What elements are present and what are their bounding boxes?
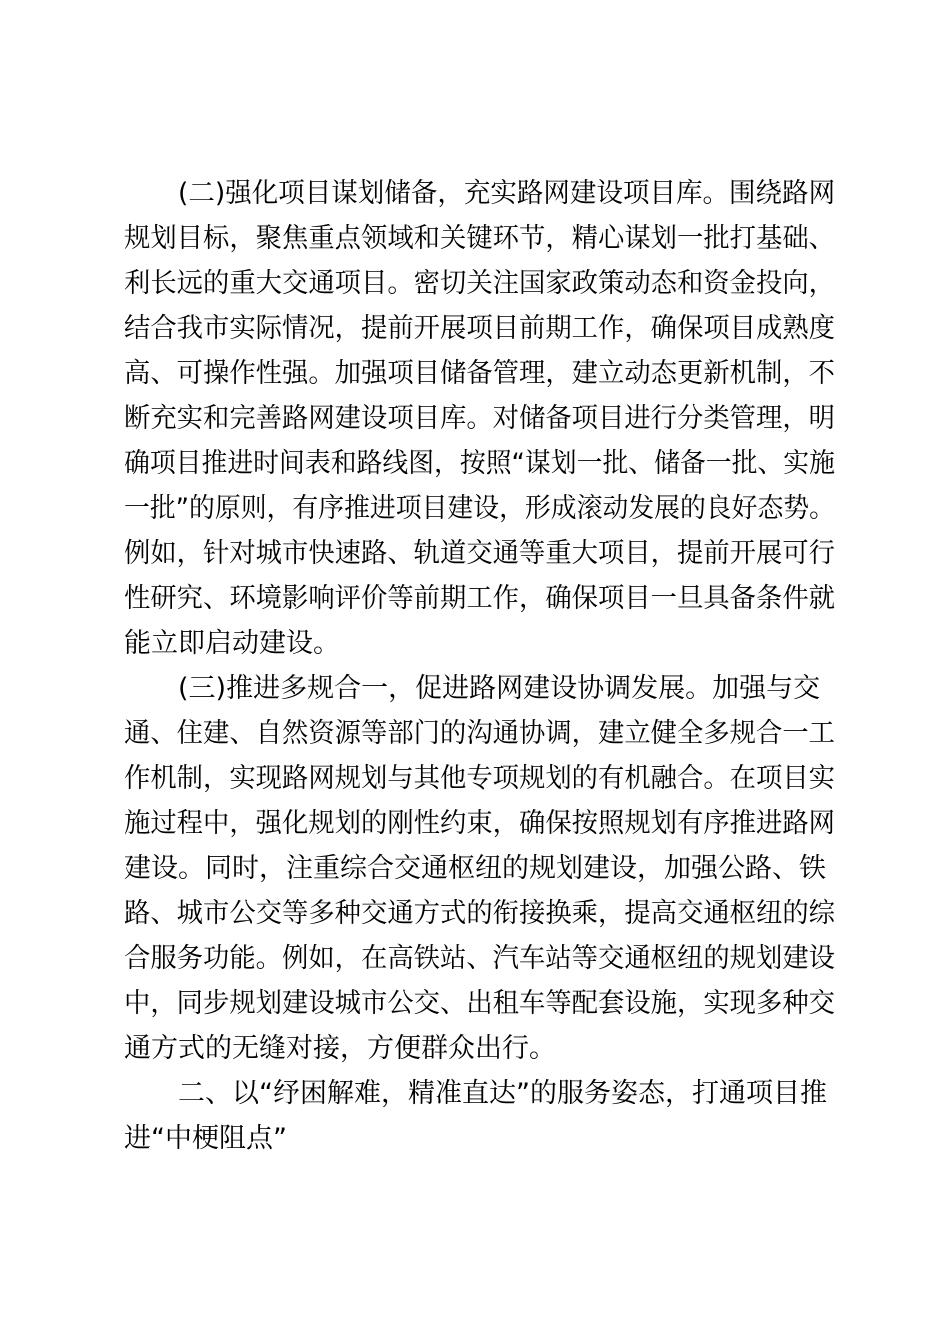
paragraph-2-line-9: 例如，针对城市快速路、轨道交通等重大项目，提前开展可行 [124,538,835,569]
paragraph-3-line-8: 中，同步规划建设城市公交、出租车等配套设施，实现多种交 [124,988,835,1019]
paragraph-3-line-1: (三)推进多规合一，促进路网建设协调发展。加强与交 [178,673,821,704]
paragraph-2-line-3: 利长远的重大交通项目。密切关注国家政策动态和资金投向， [124,268,835,299]
paragraph-2-line-4: 结合我市实际情况，提前开展项目前期工作，确保项目成熟度 [124,313,835,344]
paragraph-2-line-10: 性研究、环境影响评价等前期工作，确保项目一旦具备条件就 [124,583,835,614]
section-heading-line-2: 进“中梗阻点” [124,1123,287,1154]
paragraph-3-line-7: 合服务功能。例如，在高铁站、汽车站等交通枢纽的规划建设 [124,943,835,974]
paragraph-2-line-6: 断充实和完善路网建设项目库。对储备项目进行分类管理，明 [124,403,835,434]
section-heading-line-1: 二、以“纾困解难，精准直达”的服务姿态，打通项目推 [178,1078,827,1109]
paragraph-3-line-4: 施过程中，强化规划的刚性约束，确保按照规划有序推进路网 [124,808,835,839]
paragraph-2-line-7: 确项目推进时间表和路线图，按照“谋划一批、储备一批、实施 [124,448,835,479]
paragraph-2-line-5: 高、可操作性强。加强项目储备管理，建立动态更新机制，不 [124,358,835,389]
paragraph-2-line-1: (二)强化项目谋划储备，充实路网建设项目库。围绕路网 [178,178,836,209]
paragraph-3-line-2: 通、住建、自然资源等部门的沟通协调，建立健全多规合一工 [124,718,835,749]
paragraph-3-line-5: 建设。同时，注重综合交通枢纽的规划建设，加强公路、铁 [124,853,826,884]
paragraph-3-line-6: 路、城市公交等多种交通方式的衔接换乘，提高交通枢纽的综 [124,898,835,929]
paragraph-2-line-11: 能立即启动建设。 [124,628,340,659]
paragraph-2-line-2: 规划目标，聚焦重点领域和关键环节，精心谋划一批打基础、 [124,223,835,254]
paragraph-2-line-8: 一批”的原则，有序推进项目建设，形成滚动发展的良好态势。 [124,493,835,524]
paragraph-3-line-3: 作机制，实现路网规划与其他专项规划的有机融合。在项目实 [124,763,835,794]
paragraph-3-line-9: 通方式的无缝对接，方便群众出行。 [124,1033,556,1064]
